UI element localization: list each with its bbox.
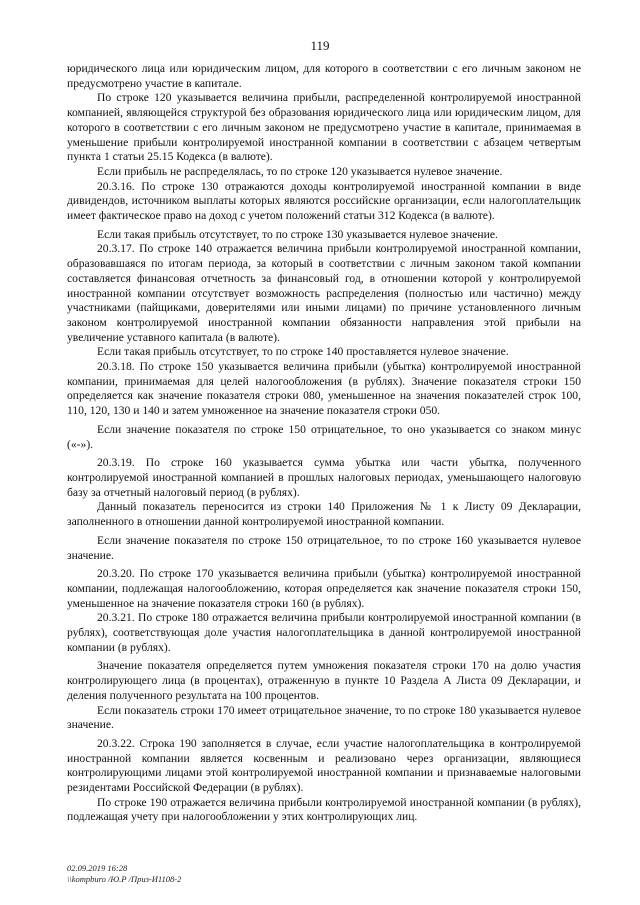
paragraph: Если такая прибыль отсутствует, то по строке 130 указывается нулевое значение. bbox=[97, 227, 498, 241]
paragraph: 20.3.18. По строке 150 указывается величина прибыли (убытка) контролируемой иностранной компании, принимаемая для целей налогообложения (в рублях). Значение показателя строки 150 определяется как значение показателя строки 080, уменьшенное на значения показателей строк 100, 110, 120, 130 и 140 и затем умноженное на значение показателя строки 050. bbox=[67, 360, 581, 418]
document-body bbox=[67, 62, 581, 825]
paragraph: Если прибыль не распределялась, то по строке 120 указывается нулевое значение. bbox=[97, 164, 503, 178]
paragraph: Если значение показателя по строке 150 отрицательное, то оно указывается со знаком минус («-»). bbox=[67, 422, 581, 451]
paragraph: Значение показателя определяется путем умножения показателя строки 170 на долю участия контролирующего лица (в процентах), отраженную в пункте 10 Раздела А Листа 09 Декларации, и деления полученного результата на 100 процентов. bbox=[67, 659, 581, 702]
paragraph: 20.3.17. По строке 140 отражается величина прибыли контролируемой иностранной компании, образовавшаяся по итогам периода, за который в соответствии с личным законом такой компании составляется финансовая отчетность за финансовый год, в отношении которой у контролируемой иностранной компании отсутствует возможность распределения (полностью или частично) между участниками (пайщиками, доверителями или иными лицами) по причине установленного личным законом контролируемой иностранной компании обязанности направления этой прибыли на увеличение уставного капитала (в валюте). bbox=[67, 242, 581, 344]
print-file-path: \\kompburo /Ю.Р /Приз-И1108-2 bbox=[67, 874, 182, 884]
paragraph: По строке 190 отражается величина прибыли контролируемой иностранной компании (в рублях), подлежащая учету при налогообложении у этих контролирующих лиц. bbox=[67, 795, 581, 824]
page-number: 119 bbox=[310, 38, 330, 53]
print-timestamp: 02.09.2019 16:28 bbox=[67, 863, 128, 873]
paragraph: Если такая прибыль отсутствует, то по строке 140 проставляется нулевое значение. bbox=[97, 345, 509, 359]
paragraph: Данный показатель переносится из строки 140 Приложения № 1 к Листу 09 Декларации, заполненного в отношении данной контролируемой иностранной компании. bbox=[67, 500, 581, 529]
print-footer bbox=[67, 863, 181, 885]
paragraph: 20.3.22. Строка 190 заполняется в случае, если участие налогоплательщика в контролируемой иностранной компании является косвенным и реализовано через организации, являющиеся контролирующими лицами этой контролируемой иностранной компании и признаваемые налоговыми резидентами Российской Федерации (в рублях). bbox=[67, 736, 581, 795]
paragraph: юридического лица или юридическим лицом, для которого в соответствии с его личным законом не предусмотрено участие в капитале. bbox=[67, 62, 581, 90]
paragraph: Если значение показателя по строке 150 отрицательное, то по строке 160 указывается нулевое значение. bbox=[67, 533, 581, 562]
paragraph: 20.3.21. По строке 180 отражается величина прибыли контролируемой иностранной компании (в рублях), соответствующая доле участия налогоплательщика в данной контролируемой иностранной компании (в рублях). bbox=[67, 611, 581, 654]
paragraph: 20.3.20. По строке 170 указывается величина прибыли (убытка) контролируемой иностранной компании, подлежащая налогообложению, которая определяется как значение показателя строки 150, уменьшенное на значение показателя строки 160 (в рублях). bbox=[67, 567, 581, 610]
paragraph: Если показатель строки 170 имеет отрицательное значение, то по строке 180 указывается нулевое значение. bbox=[67, 703, 581, 732]
paragraph: 20.3.19. По строке 160 указывается сумма убытка или части убытка, полученного контролируемой иностранной компанией в прошлых налоговых периодах, уменьшающего налоговую базу за отчетный налоговый период (в рублях). bbox=[67, 456, 581, 499]
paragraph: По строке 120 указывается величина прибыли, распределенной контролируемой иностранной компанией, являющейся структурой без образования юридического лица или юридическим лицом, для которого в соответствии с его личным законом не предусмотрено участие в капитале, принимаемая в уменьшение прибыли контролируемой иностранной компании в соответствии с абзацем четвертым пункта 1 статьи 25.15 Кодекса (в валюте). bbox=[67, 91, 581, 164]
paragraph: 20.3.16. По строке 130 отражаются доходы контролируемой иностранной компании в виде дивидендов, источником выплаты которых являются российские организации, если налогоплательщик имеет фактическое право на доход с учетом положений статьи 312 Кодекса (в валюте). bbox=[67, 179, 581, 223]
